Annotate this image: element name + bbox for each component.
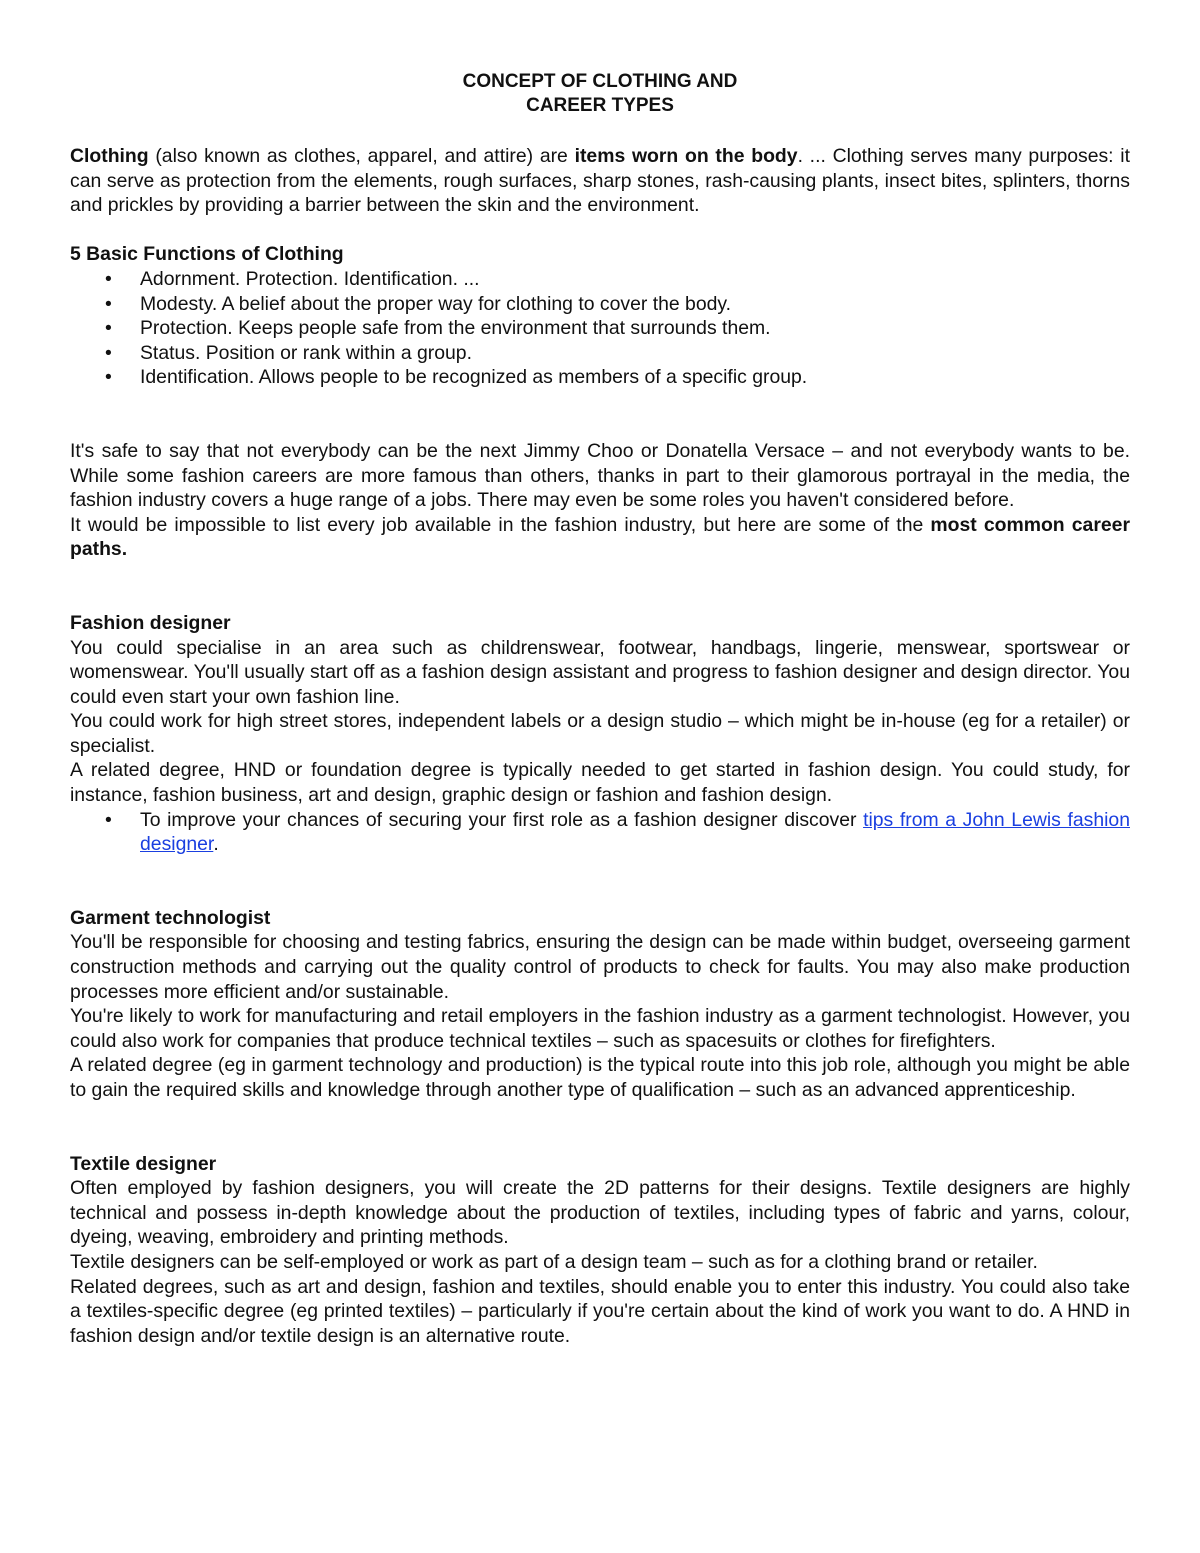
fashion-designer-paragraph-3: A related degree, HND or foundation degree is typically needed to get started in fashion design. You could study, for instance, fashion business, art and design, graphic design or fashion and fashion design. — [70, 759, 1130, 807]
textile-designer-heading: Textile designer — [70, 1152, 217, 1175]
intro-paragraph — [70, 144, 1130, 218]
list-item: • To improve your chances of securing your first role as a fashion designer discover tips from a John Lewis fashion designer. — [105, 808, 1130, 856]
fashion-designer-paragraph-2: You could work for high street stores, independent labels or a design studio – which might be in-house (eg for a retailer) or specialist. — [70, 710, 1130, 757]
intro-bold: items worn on the body — [574, 145, 798, 167]
list-item: • Adornment. Protection. Identification. ... — [105, 267, 480, 290]
intro-part-2: . ... Clothing serves many purposes: it can serve as protection from the elements, rough surfaces, sharp stones, rash-causing plants, insect bites, splinters, thorns and prickles by providing a barrier between the skin and the environment. — [70, 145, 1130, 217]
intro-term: Clothing — [70, 145, 149, 167]
bullet-icon: • — [105, 292, 112, 315]
bullet-icon: • — [105, 366, 112, 389]
textile-designer-paragraph-3: Related degrees, such as art and design, fashion and textiles, should enable you to enter this industry. You could also take a textiles-specific degree (eg printed textiles) – particularly if you're certain about the kind of work you want to do. A HND in fashion design and/or textile design is an alternative route. — [70, 1275, 1130, 1347]
garment-technologist-paragraph-2: You're likely to work for manufacturing and retail employers in the fashion industry as a garment technologist. However, you could also work for companies that produce technical textiles – such as spacesuits or clothes for firefighters. — [70, 1005, 1130, 1052]
functions-list — [70, 267, 1130, 390]
functions-heading: 5 Basic Functions of Clothing — [70, 243, 344, 266]
title-line-1: CONCEPT OF CLOTHING AND — [462, 71, 738, 92]
list-item: • Identification. Allows people to be recognized as members of a specific group. — [105, 366, 808, 389]
document-title — [70, 70, 1130, 118]
bullet-icon: • — [105, 267, 112, 290]
title-line-2: CAREER TYPES — [526, 95, 674, 116]
careers-intro-paragraph-2: It would be impossible to list every job available in the fashion industry, but here are some of the most common career paths. — [70, 513, 1130, 561]
bullet-icon: • — [105, 341, 112, 364]
garment-technologist-paragraph-3: A related degree (eg in garment technology and production) is the typical route into this job role, although you might be able to gain the required skills and knowledge through another type of qualification – such as an advanced apprenticeship. — [70, 1054, 1130, 1101]
list-item: • Modesty. A belief about the proper way for clothing to cover the body. — [105, 292, 732, 315]
careers-intro-paragraph-1: It's safe to say that not everybody can be the next Jimmy Choo or Donatella Versace – and not everybody wants to be. While some fashion careers are more famous than others, thanks in part to their glamorous portrayal in the media, the fashion industry covers a huge range of a jobs. There may even be some roles you haven't considered before. — [70, 439, 1130, 512]
textile-designer-paragraph-1: Often employed by fashion designers, you will create the 2D patterns for their designs. Textile designers are highly technical and possess in-depth knowledge about the production of textiles, including types of fabric and yarns, colour, dyeing, weaving, embroidery and printing methods. — [70, 1177, 1130, 1249]
bullet-icon: • — [105, 808, 112, 831]
list-item: • Protection. Keeps people safe from the environment that surrounds them. — [105, 317, 771, 340]
fashion-designer-tips — [70, 808, 1130, 857]
textile-designer-paragraph-2: Textile designers can be self-employed or work as part of a design team – such as for a clothing brand or retailer. — [70, 1250, 1038, 1273]
garment-technologist-paragraph-1: You'll be responsible for choosing and testing fabrics, ensuring the design can be made within budget, overseeing garment construction methods and carrying out the quality control of products to check for faults. You may also make production processes more efficient and/or sustainable. — [70, 931, 1130, 1003]
list-item: • Status. Position or rank within a group. — [105, 341, 472, 364]
intro-part-1: (also known as clothes, apparel, and attire) are — [148, 145, 575, 167]
fashion-designer-heading: Fashion designer — [70, 611, 231, 634]
john-lewis-tips-link[interactable]: tips from a John Lewis fashion designer — [140, 808, 1130, 856]
fashion-designer-paragraph-1: You could specialise in an area such as childrenswear, footwear, handbags, lingerie, menswear, sportswear or womenswear. You'll usually start off as a fashion design assistant and progress to fashion designer and design director. You could even start your own fashion line. — [70, 636, 1130, 708]
garment-technologist-heading: Garment technologist — [70, 906, 271, 929]
bullet-icon: • — [105, 317, 112, 340]
careers-intro-bold: most common career paths. — [70, 513, 1130, 561]
